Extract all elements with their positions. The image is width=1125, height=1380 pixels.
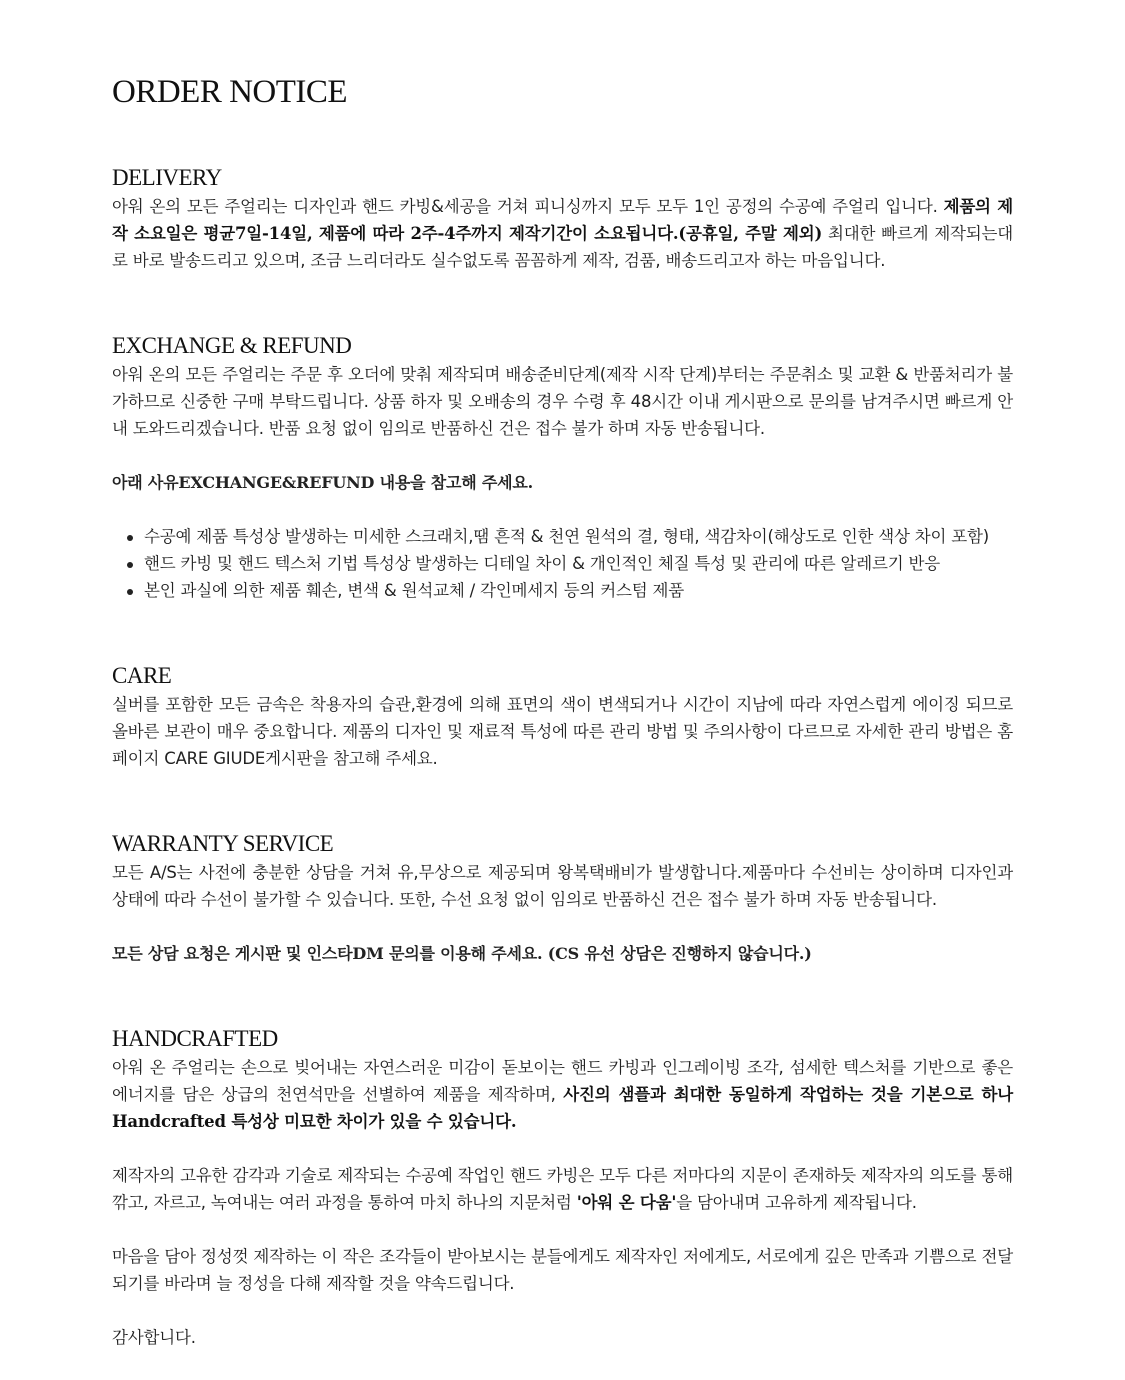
handcrafted-section [112,1025,1013,1351]
exchange-refund-note: 아래 사유EXCHANGE&REFUND 내용을 참고해 주세요. [112,473,534,492]
delivery-lead-time: 제품의 제작 소요일은 평균7일-14일, 제품에 따라 2주-4주까지 제작기간이 소요됩니다.(공휴일, 주말 제외) [112,197,1013,243]
warranty-text: 모든 A/S는 사전에 충분한 상담을 거쳐 유,무상으로 제공되며 왕복택배비가 발생합니다.제품마다 수선비는 상이하며 디자인과 상태에 따라 수선이 불가할 수 있습니다. 또한, 수선 요청 없이 임의로 반품하신 건은 접수 불가 하며 자동 반송됩니다. [112,863,1013,909]
delivery-text-part2: 최대한 빠르게 제작되는대로 바로 발송드리고 있으며, 조금 느리더라도 실수없도록 꼼꼼하게 제작, 검품, 배송드리고자 하는 마음입니다. [112,224,1014,270]
warranty-note: 모든 상담 요청은 게시판 및 인스타DM 문의를 이용해 주세요. (CS 유선 상담은 진행하지 않습니다.) [112,944,812,963]
handcrafted-p1-emphasis: 사진의 샘플과 최대한 동일하게 작업하는 것을 기본으로 하나 Handcrafted 특성상 미묘한 차이가 있을 수 있습니다. [112,1085,1013,1131]
list-item: 본인 과실에 의한 제품 훼손, 변색 & 원석교체 / 각인메세지 등의 커스텀 제품 [144,577,1013,604]
care-text: 실버를 포함한 모든 금속은 착용자의 습관,환경에 의해 표면의 색이 변색되거나 시간이 지남에 따라 자연스럽게 에이징 되므로 올바른 보관이 매우 중요합니다. 제품의 디자인 및 재료적 특성에 따른 관리 방법 및 주의사항이 다르므로 자세한 관리 방법은 홈페이지 CARE GIUDE게시판을 참고해 주세요. [112,695,1013,768]
list-item: 핸드 카빙 및 핸드 텍스처 기법 특성상 발생하는 디테일 차이 & 개인적인 체질 특성 및 관리에 따른 알레르기 반응 [144,550,1013,577]
care-section [112,662,1013,772]
handcrafted-p2-text2: 을 담아내며 고유하게 제작됩니다. [676,1193,917,1212]
delivery-text [112,193,1013,274]
handcrafted-paragraph-3: 마음을 담아 정성껏 제작하는 이 작은 조각들이 받아보시는 분들에게도 제작자인 저에게도, 서로에게 깊은 만족과 기쁨으로 전달되기를 바라며 늘 정성을 다해 제작할 것을 약속드립니다. [112,1247,1013,1293]
warranty-heading: WARRANTY SERVICE [112,831,334,856]
handcrafted-paragraph-2 [112,1162,1013,1216]
delivery-text-part1: 아워 온의 모든 주얼리는 디자인과 핸드 카빙&세공을 거쳐 피니싱까지 모두 모두 1인 공정의 수공예 주얼리 입니다. [112,197,944,216]
handcrafted-p2-text1: 제작자의 고유한 감각과 기술로 제작되는 수공예 작업인 핸드 카빙은 모두 다른 저마다의 지문이 존재하듯 제작자의 의도를 통해 깎고, 자르고, 녹여내는 여러 과정을 통하여 마치 하나의 지문처럼 [112,1166,1013,1212]
exchange-refund-section [112,332,1013,604]
handcrafted-closing: 감사합니다. [112,1328,196,1347]
handcrafted-heading: HANDCRAFTED [112,1026,278,1051]
list-item: 수공예 제품 특성상 발생하는 미세한 스크래치,땜 흔적 & 천연 원석의 결, 형태, 색감차이(해상도로 인한 색상 차이 포함) [144,523,1013,550]
handcrafted-paragraph-1 [112,1054,1013,1135]
delivery-heading: DELIVERY [112,165,222,190]
warranty-section [112,830,1013,967]
page-title: ORDER NOTICE [112,74,348,110]
exchange-refund-text: 아워 온의 모든 주얼리는 주문 후 오더에 맞춰 제작되며 배송준비단계(제작 시작 단계)부터는 주문취소 및 교환 & 반품처리가 불가하므로 신중한 구매 부탁드립니다. 상품 하자 및 오배송의 경우 수령 후 48시간 이내 게시판으로 문의를 남겨주시면 빠르게 안내 도와드리겠습니다. 반품 요청 없이 임의로 반품하신 건은 접수 불가 하며 자동 반송됩니다. [112,365,1013,438]
exchange-refund-list [112,523,1013,604]
delivery-section [112,164,1013,274]
exchange-refund-heading: EXCHANGE & REFUND [112,333,352,358]
care-heading: CARE [112,663,172,688]
handcrafted-p1-text: 아워 온 주얼리는 손으로 빚어내는 자연스러운 미감이 돋보이는 핸드 카빙과 인그레이빙 조각, 섬세한 텍스처를 기반으로 좋은 에너지를 담은 상급의 천연석만을 선별하여 제품을 제작하며, [112,1058,1013,1104]
handcrafted-p2-emphasis: '아워 온 다움' [576,1193,677,1212]
